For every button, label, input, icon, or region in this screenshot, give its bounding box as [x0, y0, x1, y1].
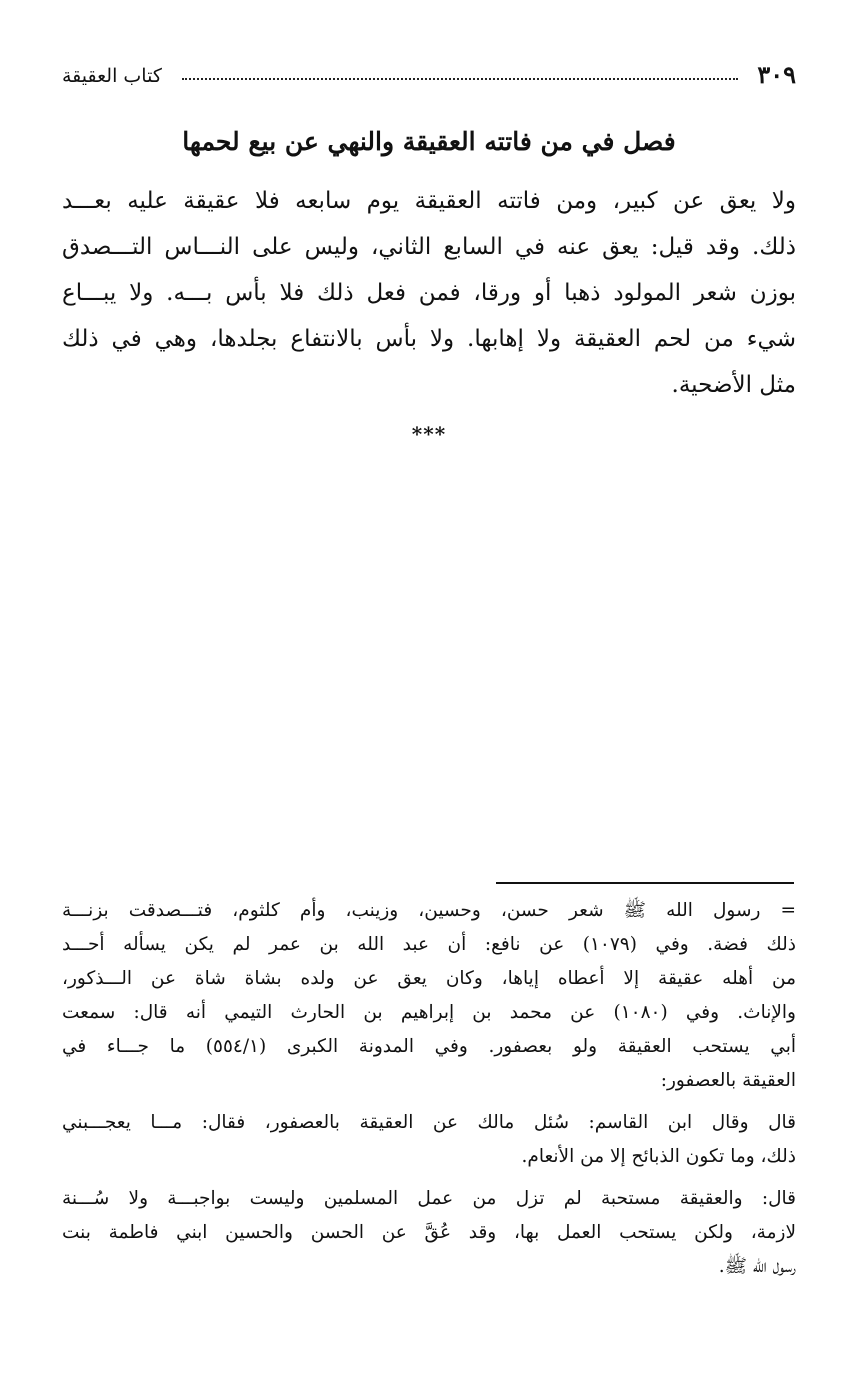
footnote-paragraph: [62, 894, 796, 1098]
footnote-line: ذلك فضة. وفي (١٠٧٩) عن نافع: أن عبد الله بن عمر لم يكن يسأله أحـــد: [62, 934, 796, 955]
footnote-line: رسول الله ﷺ.: [718, 1256, 796, 1277]
footnote-paragraph: [62, 1182, 796, 1284]
footnote-line: ذلك، وما تكون الذبائح إلا من الأنعام.: [521, 1146, 796, 1167]
footnote-line: من أهله عقيقة إلا أعطاه إياها، وكان يعق عن ولده بشاة شاة عن الـــذكور،: [62, 968, 796, 989]
footnote-line: والإناث. وفي (١٠٨٠) عن محمد بن إبراهيم بن الحارث التيمي أنه قال: سمعت: [62, 1002, 796, 1023]
footnotes: [62, 894, 796, 1292]
main-line: بوزن شعر المولود ذهبا أو ورقا، فمن فعل ذلك فلا بأس بـــه. ولا يبـــاع: [62, 280, 796, 306]
page-number: ٣٠٩: [757, 60, 796, 89]
footnote-line: العقيقة بالعصفور:: [660, 1070, 796, 1091]
section-heading: فصل في من فاتته العقيقة والنهي عن بيع لحمها: [182, 127, 676, 156]
main-line: مثل الأضحية.: [671, 372, 796, 398]
main-line: ذلك. وقد قيل: يعق عنه في السابع الثاني، وليس على النـــاس التـــصدق: [62, 234, 796, 260]
main-paragraph: [62, 178, 796, 408]
running-header: [62, 62, 796, 92]
footnote-line: = رسول الله ﷺ شعر حسن، وحسين، وزينب، وأم كلثوم، فتـــصدقت بزنـــة: [62, 900, 796, 921]
footnote-paragraph: [62, 1106, 796, 1174]
footnote-line: قال وقال ابن القاسم: سُئل مالك عن العقيقة بالعصفور، فقال: مـــا يعجـــبني: [62, 1112, 796, 1133]
footnote-line: لازمة، ولكن يستحب العمل بها، وقد عُقَّ عن الحسن والحسين ابني فاطمة بنت: [62, 1222, 796, 1243]
main-line: ولا يعق عن كبير، ومن فاتته العقيقة يوم سابعه فلا عقيقة عليه بعـــد: [62, 188, 796, 214]
main-line: شيء من لحم العقيقة ولا إهابها. ولا بأس بالانتفاع بجلدها، وهي في ذلك: [62, 326, 796, 352]
footnote-rule: [496, 882, 794, 884]
footnote-line: أبي يستحب العقيقة ولو بعصفور. وفي المدونة الكبرى (٥٥٤/١) ما جـــاء في: [62, 1036, 796, 1057]
section-separator: ***: [411, 422, 447, 446]
header-dotted-leader: [182, 78, 738, 80]
header-book-title: كتاب العقيقة: [62, 65, 162, 87]
footnote-line: قال: والعقيقة مستحبة لم تزل من عمل المسلمين وليست بواجبـــة ولا سُـــنة: [62, 1188, 796, 1209]
